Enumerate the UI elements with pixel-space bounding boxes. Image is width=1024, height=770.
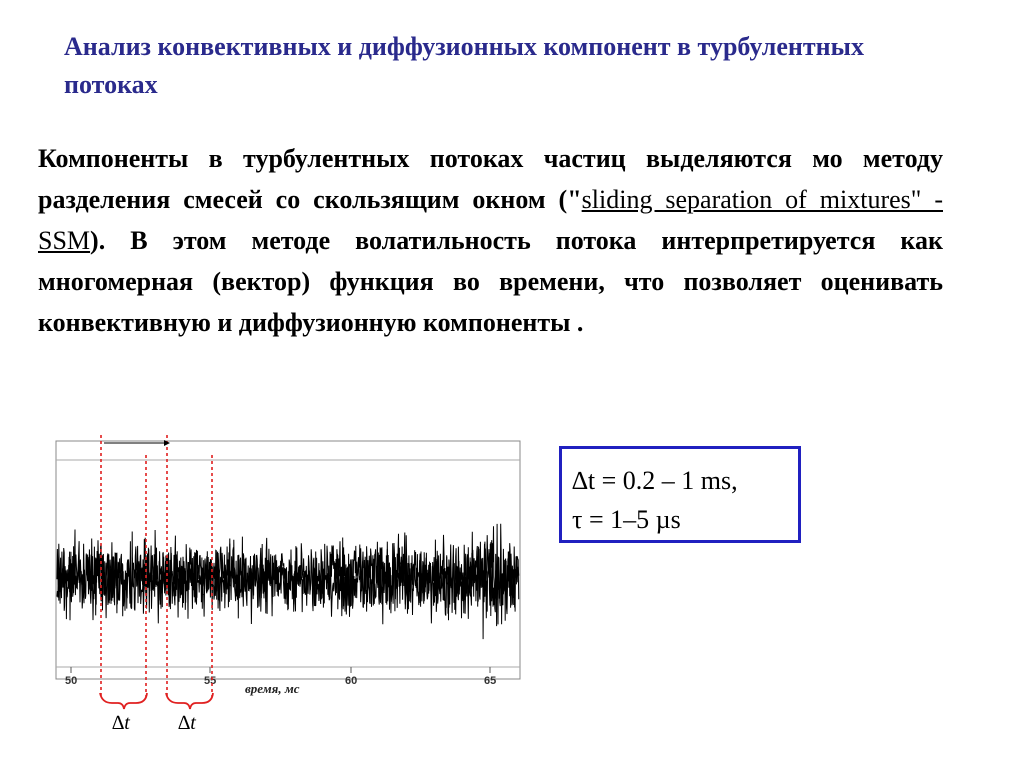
body-part-2: ). В этом методе волатильность потока интерпретируется как многомерная (вектор) функция во времени, что позволяет оценивать конвективную и диффузионную компоненты . (38, 226, 943, 338)
noise-signal-overlay (57, 532, 519, 639)
tick-60: 60 (345, 675, 358, 687)
signal-plot (40, 425, 540, 765)
window2-label: ∆t (178, 712, 196, 734)
tick-50: 50 (65, 675, 78, 687)
slide-body-text (38, 138, 943, 343)
ssm-term: sliding separation of mixtures" - SSM (38, 185, 943, 256)
body-part-1: Компоненты в турбулентных потоках частиц выделяются мо методу разделения смесей со скользящим окном (" (38, 144, 943, 215)
slide-title: Анализ конвективных и диффузионных компонент в турбулентных потоках (64, 32, 864, 99)
signal-figure (40, 425, 540, 765)
parameters-box (559, 446, 801, 543)
tick-55: 55 (204, 675, 217, 687)
tick-65: 65 (484, 675, 497, 687)
window1-label: ∆t (112, 712, 130, 734)
tau-value: τ = 1–5 µs (572, 505, 681, 534)
delta-t-value: ∆t = 0.2 – 1 ms, (572, 466, 738, 495)
window1-brace (100, 693, 147, 709)
x-axis-label: время, мс (245, 681, 300, 696)
window2-brace (166, 693, 213, 709)
